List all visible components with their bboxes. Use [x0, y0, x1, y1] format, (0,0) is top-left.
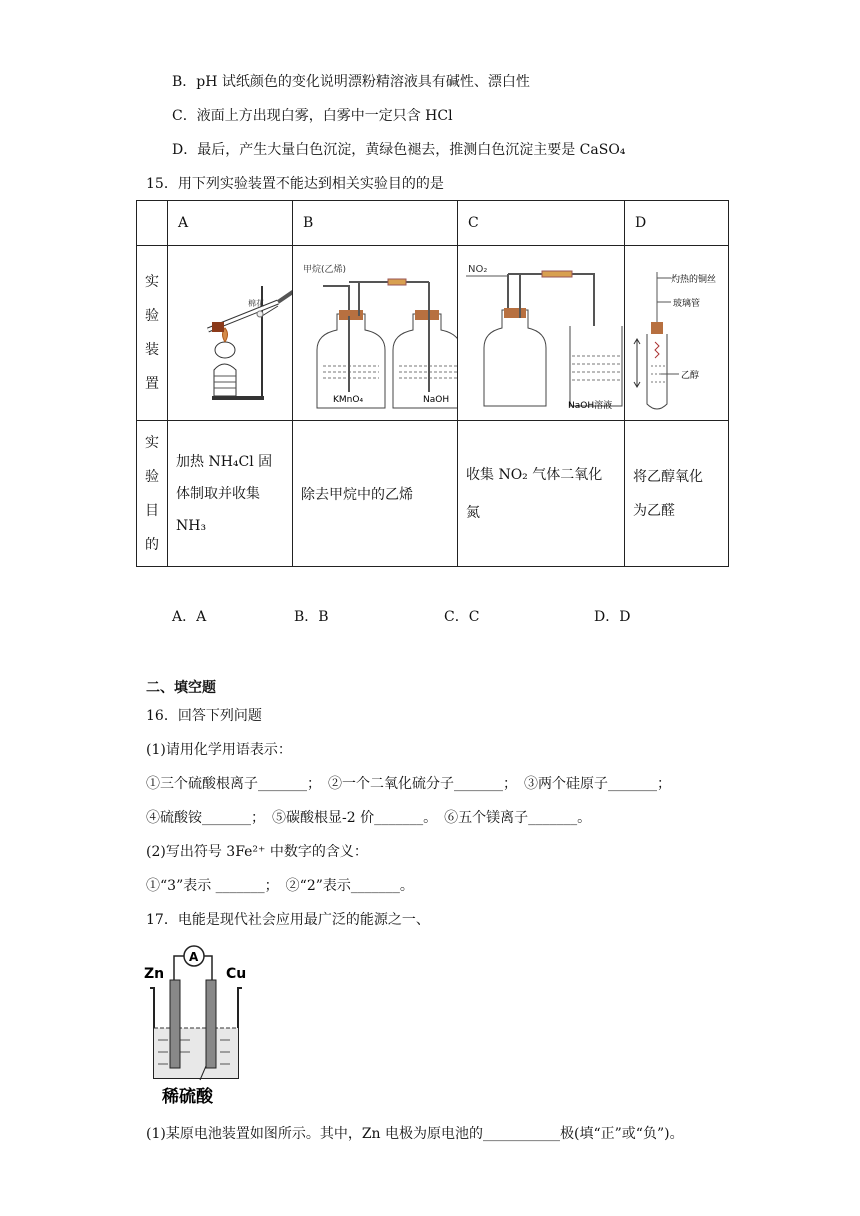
cotton-label: 棉花: [248, 299, 264, 308]
q17-part1: (1)某原电池装置如图所示。其中，Zn 电极为原电池的___________极(填“正”或“负”)。: [146, 1126, 684, 1142]
q15-stem: 15．用下列实验装置不能达到相关实验目的的是: [146, 176, 444, 192]
apparatus-b: [293, 246, 458, 421]
purpose-row: [137, 421, 729, 567]
purpose-c: 收集 NO₂ 气体二氧化 氮: [458, 421, 625, 567]
ammeter-label: A: [189, 950, 199, 964]
q16-line1: ①三个硫酸根离子_______； ②一个二氧化硫分子_______； ③两个硅原子_______；: [146, 776, 671, 792]
b-right-bottle-label: NaOH: [423, 395, 450, 405]
apparatus-c: [458, 246, 625, 421]
b-left-bottle-label: KMnO₄: [333, 395, 364, 405]
header-a: A: [168, 201, 293, 246]
d-tube-label: 玻璃管: [673, 299, 701, 309]
d-copper-label: 灼热的铜丝: [671, 275, 717, 285]
header-c: C: [458, 201, 625, 246]
purpose-d: 将乙醇氧化 为乙醛: [625, 421, 729, 567]
q16-part1: (1)请用化学用语表示：: [146, 742, 292, 758]
apparatus-row-label: 实 验 装 置: [137, 246, 168, 421]
q16-line2: ④硫酸铵_______； ⑤碳酸根显-2 价_______。 ⑥五个镁离子_______。: [146, 810, 592, 826]
copper-wire-oxidation-figure: [625, 246, 728, 416]
gas-collection-figure: [458, 246, 624, 416]
heating-tube-figure: [168, 246, 292, 416]
q17-title: 17．电能是现代社会应用最广泛的能源之一、: [146, 912, 430, 928]
answer-c[interactable]: C．C: [444, 609, 480, 625]
answer-d[interactable]: D．D: [594, 609, 631, 625]
table-header-row: [137, 201, 729, 246]
header-b: B: [293, 201, 458, 246]
cu-label: Cu: [226, 966, 247, 982]
apparatus-a: [168, 246, 293, 421]
q14-option-c: C．液面上方出现白雾，白雾中一定只含 HCl: [172, 108, 453, 124]
answer-b[interactable]: B．B: [294, 609, 329, 625]
q16-title: 16．回答下列问题: [146, 708, 262, 724]
header-empty-cell: [137, 201, 168, 246]
purpose-b: 除去甲烷中的乙烯: [293, 421, 458, 567]
q14-option-d: D．最后，产生大量白色沉淀，黄绿色褪去，推测白色沉淀主要是 CaSO₄: [172, 142, 626, 158]
purpose-a: 加热 NH₄Cl 固 体制取并收集 NH₃: [168, 421, 293, 567]
b-gas-label: 甲烷(乙烯): [303, 265, 347, 275]
d-ethanol-label: 乙醇: [681, 371, 700, 381]
c-gas-label: NO₂: [468, 264, 488, 275]
q14-option-b: B．pH 试纸颜色的变化说明漂粉精溶液具有碱性、漂白性: [172, 74, 530, 90]
section-title: 二、填空题: [146, 680, 216, 696]
c-beaker-label: NaOH溶液: [568, 401, 613, 411]
header-d: D: [625, 201, 729, 246]
galvanic-cell-figure: [140, 940, 260, 1110]
q16-line3: ①“3”表示 _______； ②“2”表示_______。: [146, 878, 414, 894]
apparatus-row: [137, 246, 729, 421]
purpose-row-label: 实 验 目 的: [137, 421, 168, 567]
gas-washing-bottles-figure: [293, 246, 457, 416]
experiment-table: [136, 200, 729, 567]
zn-label: Zn: [144, 966, 165, 982]
answer-a[interactable]: A．A: [172, 609, 207, 625]
q16-part2: (2)写出符号 3Fe²⁺ 中数字的含义：: [146, 844, 368, 860]
acid-label: 稀硫酸: [162, 1087, 213, 1107]
apparatus-d: [625, 246, 729, 421]
